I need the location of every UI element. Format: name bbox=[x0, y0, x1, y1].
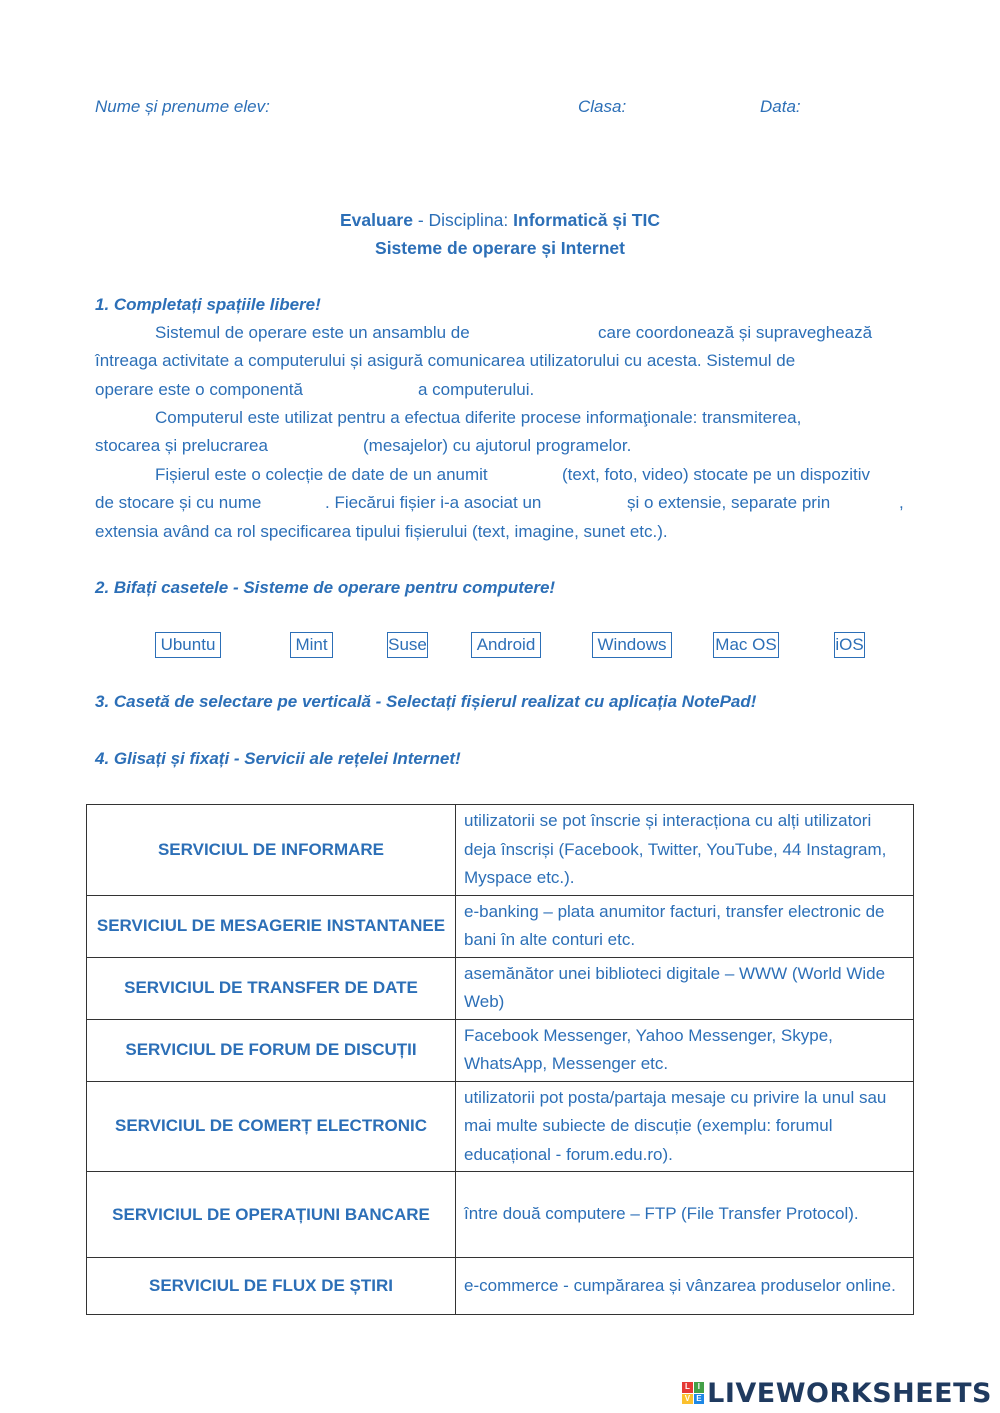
logo-badge-letter: L bbox=[682, 1382, 693, 1393]
student-name-label: Nume și prenume elev: bbox=[95, 97, 270, 116]
page-title bbox=[0, 210, 1000, 231]
service-description[interactable]: utilizatorii se pot înscrie și interacționa cu alți utilizatori deja înscriși (Facebook, Twitter, YouTube, 44 Instagram, Myspace etc.). bbox=[456, 805, 914, 896]
table-row bbox=[87, 1172, 914, 1258]
q1-text: , bbox=[899, 493, 904, 512]
service-description[interactable]: între două computere – FTP (File Transfer Protocol). bbox=[456, 1172, 914, 1258]
service-description[interactable]: e-commerce - cumpărarea și vânzarea produselor online. bbox=[456, 1258, 914, 1315]
liveworksheets-logo bbox=[682, 1377, 992, 1409]
service-name: SERVICIUL DE INFORMARE bbox=[87, 805, 456, 896]
os-checkbox-ubuntu[interactable]: Ubuntu bbox=[155, 632, 221, 658]
service-name: SERVICIUL DE MESAGERIE INSTANTANEE bbox=[87, 895, 456, 957]
q1-text: a computerului. bbox=[418, 380, 535, 399]
table-row bbox=[87, 1019, 914, 1081]
q1-text: și o extensie, separate prin bbox=[627, 493, 831, 512]
page-subtitle: Sisteme de operare și Internet bbox=[375, 238, 625, 258]
q1-text: extensia având ca rol specificarea tipului fișierului (text, imagine, sunet etc.). bbox=[95, 522, 668, 541]
table-row bbox=[87, 957, 914, 1019]
service-name: SERVICIUL DE COMERȚ ELECTRONIC bbox=[87, 1081, 456, 1172]
logo-text: LIVEWORKSHEETS bbox=[707, 1377, 992, 1409]
q1-text: stocarea și prelucrarea bbox=[95, 436, 268, 455]
q1-text: operare este o componentă bbox=[95, 380, 303, 399]
os-checkbox-mint[interactable]: Mint bbox=[290, 632, 333, 658]
os-checkbox-android[interactable]: Android bbox=[471, 632, 541, 658]
logo-badge-letter: I bbox=[694, 1382, 705, 1393]
service-description[interactable]: e-banking – plata anumitor facturi, transfer electronic de bani în alte conturi etc. bbox=[456, 895, 914, 957]
service-name: SERVICIUL DE TRANSFER DE DATE bbox=[87, 957, 456, 1019]
q1-text: Computerul este utilizat pentru a efectua diferite procese informaţionale: transmiterea, bbox=[155, 408, 802, 427]
os-checkbox-windows[interactable]: Windows bbox=[592, 632, 672, 658]
q1-text: care coordonează și supraveghează bbox=[598, 323, 873, 342]
q1-text: Sistemul de operare este un ansamblu de bbox=[155, 323, 470, 342]
q1-text: (text, foto, video) stocate pe un dispozitiv bbox=[562, 465, 871, 484]
q2-heading: 2. Bifați casetele - Sisteme de operare pentru computere! bbox=[95, 578, 556, 597]
logo-badge-letter: V bbox=[682, 1394, 693, 1405]
service-name: SERVICIUL DE FORUM DE DISCUȚII bbox=[87, 1019, 456, 1081]
title-evaluare: Evaluare bbox=[340, 210, 413, 230]
class-label: Clasa: bbox=[578, 97, 627, 116]
title-discipline-prefix: - Disciplina: bbox=[412, 210, 514, 230]
q3-heading: 3. Casetă de selectare pe verticală - Selectați fișierul realizat cu aplicația NotePad! bbox=[95, 692, 757, 711]
service-name: SERVICIUL DE FLUX DE ȘTIRI bbox=[87, 1258, 456, 1315]
table-row bbox=[87, 1258, 914, 1315]
service-description[interactable]: utilizatorii pot posta/partaja mesaje cu privire la unul sau mai multe subiecte de discuție (exemplu: forumul educațional - forum.edu.ro). bbox=[456, 1081, 914, 1172]
q1-text: Fișierul este o colecție de date de un anumit bbox=[155, 465, 488, 484]
table-row bbox=[87, 805, 914, 896]
q1-text: întreaga activitate a computerului și asigură comunicarea utilizatorului cu acesta. Sistemul de bbox=[95, 351, 796, 370]
services-table bbox=[86, 804, 914, 1315]
q1-text: de stocare și cu nume bbox=[95, 493, 262, 512]
os-checkbox-macos[interactable]: Mac OS bbox=[713, 632, 779, 658]
table-row bbox=[87, 895, 914, 957]
service-description[interactable]: Facebook Messenger, Yahoo Messenger, Skype, WhatsApp, Messenger etc. bbox=[456, 1019, 914, 1081]
logo-badge-letter: E bbox=[694, 1394, 705, 1405]
title-discipline: Informatică și TIC bbox=[513, 210, 660, 230]
os-checkbox-suse[interactable]: Suse bbox=[387, 632, 428, 658]
service-name: SERVICIUL DE OPERAȚIUNI BANCARE bbox=[87, 1172, 456, 1258]
q1-heading: 1. Completați spațiile libere! bbox=[95, 295, 321, 314]
table-row bbox=[87, 1081, 914, 1172]
service-description[interactable]: asemănător unei biblioteci digitale – WWW (World Wide Web) bbox=[456, 957, 914, 1019]
q1-text: . Fiecărui fișier i-a asociat un bbox=[325, 493, 542, 512]
logo-badge-icon bbox=[682, 1382, 704, 1404]
q1-text: (mesajelor) cu ajutorul programelor. bbox=[363, 436, 632, 455]
date-label: Data: bbox=[760, 97, 801, 116]
q4-heading: 4. Glisați și fixați - Servicii ale rețelei Internet! bbox=[95, 749, 461, 768]
os-checkbox-ios[interactable]: iOS bbox=[834, 632, 865, 658]
